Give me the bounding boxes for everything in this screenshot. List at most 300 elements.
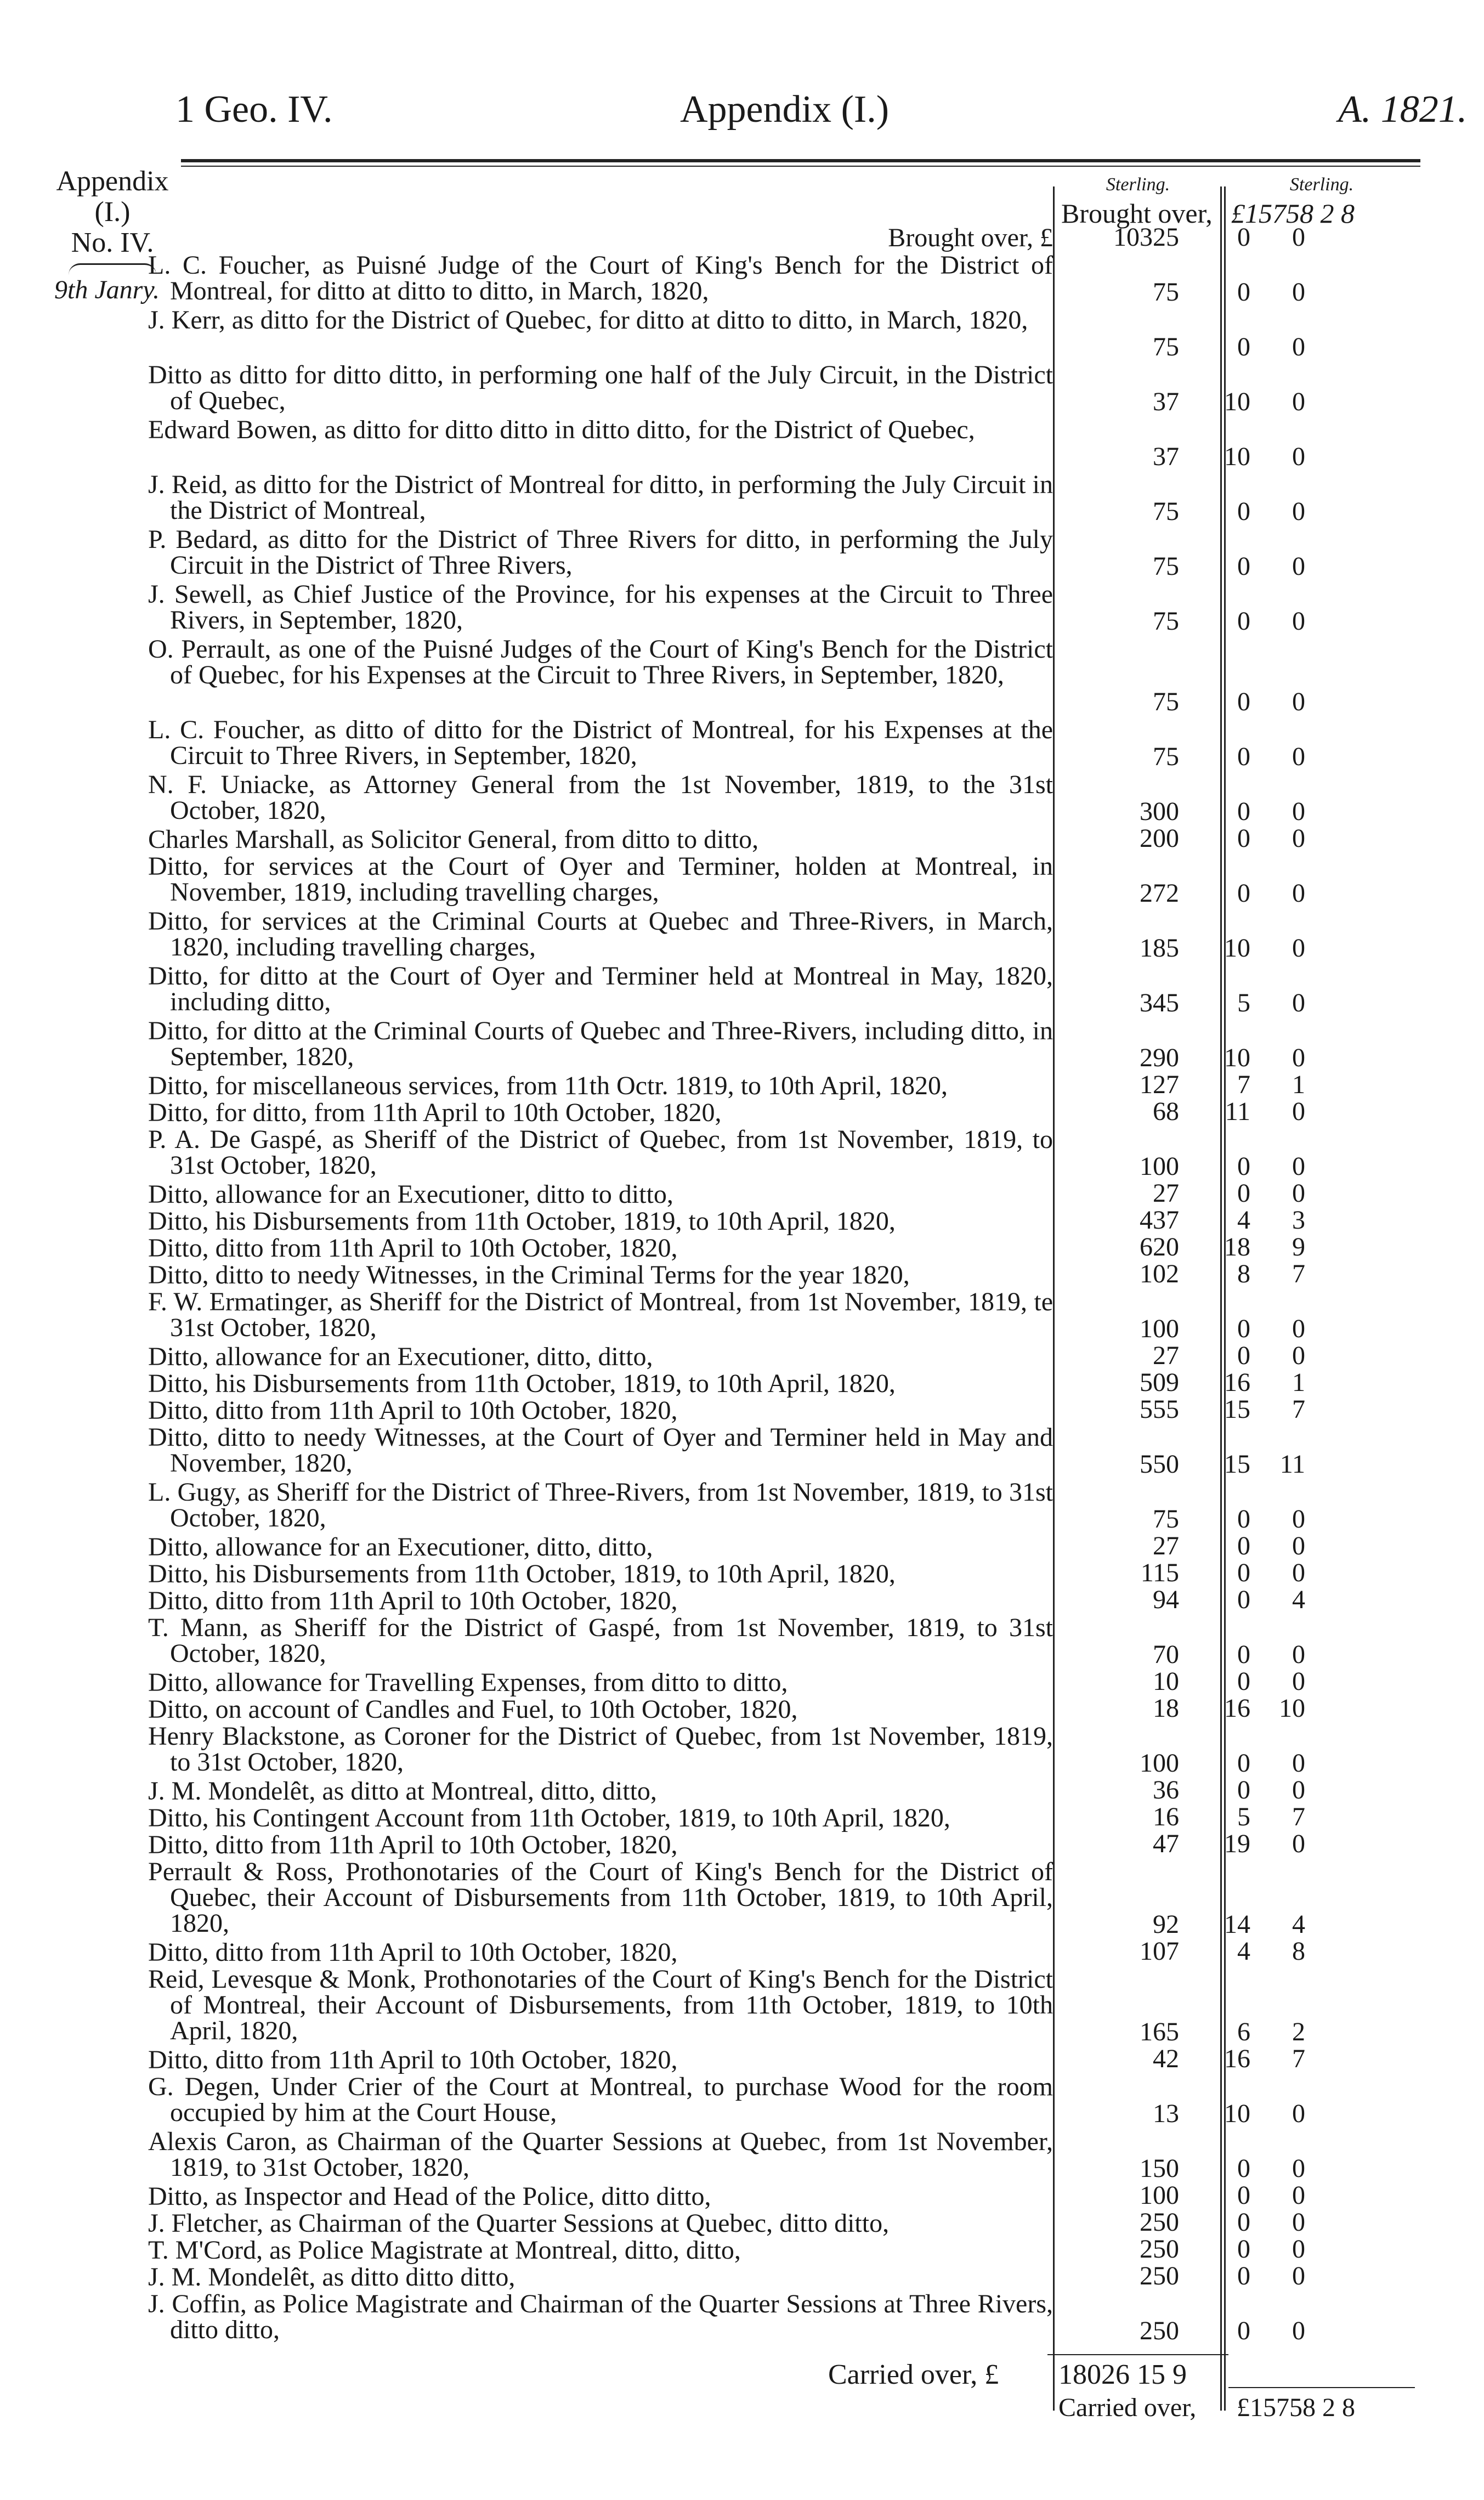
ledger-row — [148, 1097, 1475, 1127]
row-text: Charles Marshall, as Solicitor General, from ditto to ditto, — [148, 825, 759, 854]
row-amount — [1053, 1072, 1360, 1100]
ledger-row — [148, 472, 1475, 527]
header-title: Appendix (I.) — [680, 88, 890, 131]
amount-pounds: 290 — [1140, 1043, 1179, 1072]
row-amount — [1053, 1181, 1360, 1208]
amount-pounds: 16 — [1153, 1802, 1179, 1831]
row-amount — [1053, 1397, 1360, 1424]
amount-shillings: 0 — [1237, 824, 1250, 853]
amount-pounds: 27 — [1153, 1179, 1179, 1208]
ledger-row — [148, 963, 1475, 1018]
row-text: Ditto, ditto from 11th April to 10th October, 1820, — [148, 1938, 678, 1967]
amount-pounds: 75 — [1153, 687, 1179, 716]
row-amount — [1053, 1939, 1360, 1966]
row-text: Edward Bowen, as ditto for ditto ditto in ditto ditto, for the District of Quebec, — [148, 415, 975, 444]
row-description — [148, 1723, 1053, 1775]
row-description — [148, 2210, 1053, 2236]
row-amount — [1053, 332, 1360, 362]
row-amount — [1053, 1343, 1360, 1371]
amount-shillings: 0 — [1237, 552, 1250, 581]
row-description — [148, 2047, 1053, 2073]
amount-pence: 0 — [1292, 607, 1305, 636]
row-amount — [1053, 1751, 1360, 1778]
amount-pence: 0 — [1292, 1829, 1305, 1858]
amount-pence: 0 — [1292, 332, 1305, 361]
amount-pounds: 36 — [1153, 1775, 1179, 1805]
row-description — [148, 1018, 1053, 1070]
amount-shillings: 0 — [1237, 1314, 1250, 1343]
ledger-row — [148, 2074, 1475, 2129]
ledger-row — [148, 1070, 1475, 1100]
row-description — [148, 1966, 1053, 2044]
amount-pounds: 272 — [1140, 879, 1179, 908]
row-amount — [1053, 1099, 1360, 1127]
row-amount — [1053, 2237, 1360, 2264]
amount-shillings: 0 — [1237, 1152, 1250, 1181]
amount-pence: 0 — [1292, 1531, 1305, 1560]
row-text: Ditto, on account of Candles and Fuel, to 10th October, 1820, — [148, 1695, 798, 1724]
amount-shillings: 0 — [1237, 1640, 1250, 1669]
amount-pounds: 18 — [1153, 1694, 1179, 1723]
amount-pounds: 27 — [1153, 1531, 1179, 1560]
amount-pounds: 250 — [1140, 2208, 1179, 2237]
row-text: G. Degen, Under Crier of the Court at Montreal, to purchase Wood for the room occupied by him at the Court House, — [148, 2072, 1053, 2127]
amount-pounds: 27 — [1153, 1341, 1179, 1370]
margin-bracket — [69, 263, 156, 275]
row-text: Ditto, for ditto, from 11th April to 10th October, 1820, — [148, 1098, 722, 1127]
row-text: Ditto as ditto for ditto ditto, in performing one half of the July Circuit, in the District of Quebec, — [148, 360, 1053, 415]
column-head-2: Sterling. — [1289, 174, 1354, 195]
row-amount — [1053, 1831, 1360, 1859]
row-text: P. A. De Gaspé, as Sheriff of the District of Quebec, from 1st November, 1819, to 31st October, 1820, — [148, 1125, 1053, 1180]
amount-shillings: 0 — [1237, 879, 1250, 908]
row-description — [148, 1778, 1053, 1804]
row-description — [148, 2264, 1053, 2290]
amount-pence: 0 — [1292, 2099, 1305, 2128]
row-description — [148, 1371, 1053, 1396]
row-text: Ditto, allowance for an Executioner, ditto, ditto, — [148, 1532, 653, 1562]
amount-shillings: 0 — [1237, 2181, 1250, 2210]
row-amount — [1053, 1154, 1360, 1181]
row-amount — [1053, 826, 1360, 853]
row-text: J. M. Mondelêt, as ditto ditto ditto, — [148, 2263, 516, 2292]
amount-pence: 0 — [1292, 2261, 1305, 2290]
amount-pounds: 10325 — [1113, 223, 1179, 252]
amount-shillings: 0 — [1237, 607, 1250, 636]
row-text: Ditto, for ditto at the Court of Oyer and Terminer held at Montreal in May, 1820, including ditto, — [148, 961, 1053, 1016]
row-description — [148, 853, 1053, 905]
ledger-row — [148, 1341, 1475, 1371]
amount-pounds: 550 — [1140, 1450, 1179, 1479]
amount-shillings: 0 — [1237, 2316, 1250, 2345]
amount-pence: 0 — [1292, 1152, 1305, 1181]
amount-pence: 0 — [1292, 1179, 1305, 1208]
amount-shillings: 4 — [1237, 1937, 1250, 1966]
row-text: P. Bedard, as ditto for the District of Three Rivers for ditto, in performing the July Circuit in the District of Three Rivers, — [148, 525, 1053, 580]
amount-pence: 0 — [1292, 1341, 1305, 1370]
amount-pence: 7 — [1292, 1802, 1305, 1831]
row-text: J. Kerr, as ditto for the District of Quebec, for ditto at ditto to ditto, in March, 1820, — [148, 306, 1028, 335]
ledger-row — [148, 307, 1475, 362]
row-description — [148, 963, 1053, 1015]
row-amount — [1053, 2046, 1360, 2074]
row-amount — [1053, 444, 1360, 472]
margin-appendix: Appendix — [56, 166, 169, 197]
row-amount — [1053, 2017, 1360, 2047]
ledger-row — [148, 1395, 1475, 1425]
row-amount — [1053, 1802, 1360, 1832]
amount-shillings: 14 — [1224, 1910, 1250, 1939]
amount-shillings: 8 — [1237, 1259, 1250, 1288]
ledger-row — [148, 362, 1475, 417]
amount-pounds: 437 — [1140, 1206, 1179, 1235]
ledger-row — [148, 2291, 1475, 2346]
row-amount — [1053, 2210, 1360, 2237]
ledger-row — [148, 1531, 1475, 1562]
amount-pence: 10 — [1279, 1694, 1305, 1723]
row-text: Ditto, ditto to needy Witnesses, in the Criminal Terms for the year 1820, — [148, 1260, 910, 1289]
amount-pence: 9 — [1292, 1232, 1305, 1262]
row-description — [148, 1424, 1053, 1476]
row-amount — [1053, 609, 1360, 636]
amount-shillings: 0 — [1237, 2154, 1250, 2183]
ledger-row — [148, 1696, 1475, 1723]
ledger-row — [148, 1208, 1475, 1235]
row-amount — [1053, 1531, 1360, 1561]
amount-shillings: 0 — [1237, 1585, 1250, 1614]
amount-pence: 0 — [1292, 1558, 1305, 1587]
row-text: Ditto, for miscellaneous services, from 11th Octr. 1819, to 10th April, 1820, — [148, 1071, 948, 1100]
ledger-row — [148, 824, 1475, 854]
header-rule — [181, 159, 1420, 162]
margin-number: No. IV. — [71, 227, 154, 258]
amount-pence: 0 — [1292, 988, 1305, 1017]
total-rule — [1047, 2354, 1228, 2355]
amount-shillings: 0 — [1237, 1775, 1250, 1805]
carried-over-col1-amount: 18026 15 9 — [1058, 2359, 1187, 2390]
ledger-row — [148, 581, 1475, 636]
row-text: Reid, Levesque & Monk, Prothonotaries of the Court of King's Bench for the District of Montreal, their Account of Disbursements, from 11th October, 1819, to 10th April, 1820, — [148, 1965, 1053, 2045]
brought-over-amount — [1053, 225, 1360, 252]
row-description — [148, 2237, 1053, 2263]
row-amount — [1053, 936, 1360, 963]
amount-pence: 1 — [1292, 1368, 1305, 1397]
amount-shillings: 15 — [1224, 1395, 1250, 1424]
amount-pounds: 620 — [1140, 1232, 1179, 1262]
amount-pounds: 115 — [1140, 1558, 1179, 1587]
row-description — [148, 1859, 1053, 1936]
header-year: A. 1821. — [1338, 88, 1468, 131]
ledger-row — [148, 1859, 1475, 1939]
ledger-row — [148, 1939, 1475, 1966]
amount-pounds: 200 — [1140, 824, 1179, 853]
amount-pence: 0 — [1292, 1504, 1305, 1534]
row-description — [148, 1289, 1053, 1341]
ledger-row — [148, 1127, 1475, 1181]
ledger-row — [148, 1368, 1475, 1398]
row-description — [148, 1398, 1053, 1423]
amount-pounds: 100 — [1140, 1749, 1179, 1778]
row-description — [148, 417, 1053, 443]
amount-pounds: 94 — [1153, 1585, 1179, 1614]
amount-pounds: 250 — [1140, 2261, 1179, 2290]
row-description — [148, 1100, 1053, 1125]
ledger-row — [148, 853, 1475, 908]
amount-pounds: 127 — [1140, 1070, 1179, 1099]
row-description — [148, 1670, 1053, 1695]
amount-shillings: 16 — [1224, 2044, 1250, 2073]
row-text: Ditto, ditto from 11th April to 10th October, 1820, — [148, 1396, 678, 1425]
amount-shillings: 0 — [1237, 2208, 1250, 2237]
row-text: J. Reid, as ditto for the District of Montreal for ditto, in performing the July Circuit in the District of Montreal, — [148, 470, 1053, 525]
ledger-row — [148, 1615, 1475, 1670]
amount-pounds: 509 — [1140, 1368, 1179, 1397]
row-description — [148, 1073, 1053, 1099]
row-amount — [1053, 1912, 1360, 1939]
amount-pounds: 75 — [1153, 607, 1179, 636]
row-description — [148, 2291, 1053, 2343]
row-text: Ditto, allowance for Travelling Expenses, from ditto to ditto, — [148, 1668, 788, 1697]
row-text: Ditto, ditto from 11th April to 10th October, 1820, — [148, 1234, 678, 1263]
amount-pence: 0 — [1292, 2316, 1305, 2345]
row-description — [148, 1235, 1053, 1261]
amount-pence: 0 — [1292, 934, 1305, 963]
row-amount — [1053, 1560, 1360, 1588]
amount-pounds: 75 — [1153, 1504, 1179, 1534]
row-text: Ditto, ditto to needy Witnesses, at the Court of Oyer and Terminer held in May and November, 1820, — [148, 1423, 1053, 1478]
margin-date: 9th Janry. — [54, 275, 160, 304]
row-text: Ditto, his Contingent Account from 11th October, 1819, to 10th April, 1820, — [148, 1803, 950, 1832]
row-text: T. Mann, as Sheriff for the District of Gaspé, from 1st November, 1819, to 31st October, 1820, — [148, 1613, 1053, 1668]
amount-shillings: 0 — [1237, 797, 1250, 826]
row-text: L. C. Foucher, as Puisné Judge of the Court of King's Bench for the District of Montreal, for ditto at ditto to ditto, in March, 1820, — [148, 251, 1053, 306]
ledger-row — [148, 2237, 1475, 2264]
row-text: J. Fletcher, as Chairman of the Quarter Sessions at Quebec, ditto ditto, — [148, 2209, 890, 2238]
amount-pence: 0 — [1292, 879, 1305, 908]
row-text: Ditto, ditto from 11th April to 10th October, 1820, — [148, 1830, 678, 1859]
row-description — [148, 1588, 1053, 1614]
amount-pence: 11 — [1279, 1450, 1305, 1479]
brought-over-col-label: Brought over, — [1061, 198, 1213, 229]
amount-pounds: 300 — [1140, 797, 1179, 826]
amount-shillings: 0 — [1237, 278, 1250, 307]
header-rule-thin — [181, 166, 1420, 167]
row-description — [148, 1832, 1053, 1858]
amount-pence: 4 — [1292, 1910, 1305, 1939]
amount-pounds: 100 — [1140, 2181, 1179, 2210]
row-amount — [1053, 2183, 1360, 2210]
row-description — [148, 1208, 1053, 1234]
row-text: O. Perrault, as one of the Puisné Judges of the Court of King's Bench for the District of Quebec, for his Expenses at the Circuit to Three Rivers, in September, 1820, — [148, 635, 1053, 689]
amount-shillings: 0 — [1237, 223, 1250, 252]
row-amount — [1053, 1696, 1360, 1723]
row-amount — [1053, 1642, 1360, 1670]
row-text: Alexis Caron, as Chairman of the Quarter Sessions at Quebec, from 1st November, 1819, to 31st October, 1820, — [148, 2127, 1053, 2182]
ledger-row — [148, 1667, 1475, 1697]
amount-pence: 0 — [1292, 223, 1305, 252]
ledger-row — [148, 1018, 1475, 1073]
amount-shillings: 10 — [1224, 1043, 1250, 1072]
amount-pence: 0 — [1292, 1640, 1305, 1669]
amount-pence: 0 — [1292, 552, 1305, 581]
row-text: Ditto, ditto from 11th April to 10th October, 1820, — [148, 1586, 678, 1615]
amount-shillings: 16 — [1224, 1368, 1250, 1397]
amount-pence: 0 — [1292, 2181, 1305, 2210]
ledger-row — [148, 1802, 1475, 1832]
amount-pence: 0 — [1292, 1667, 1305, 1696]
ledger-row — [148, 1966, 1475, 2047]
amount-pounds: 37 — [1153, 442, 1179, 471]
row-text: L. Gugy, as Sheriff for the District of Three-Rivers, from 1st November, 1819, to 31st October, 1820, — [148, 1478, 1053, 1532]
amount-pounds: 250 — [1140, 2316, 1179, 2345]
row-description — [148, 636, 1053, 688]
row-text: Ditto, allowance for an Executioner, ditto, ditto, — [148, 1342, 653, 1371]
row-amount — [1053, 1775, 1360, 1805]
row-text: J. M. Mondelêt, as ditto at Montreal, ditto, ditto, — [148, 1777, 657, 1806]
row-description — [148, 772, 1053, 823]
carried-rule — [1228, 2387, 1415, 2388]
ledger-row — [148, 1558, 1475, 1588]
ledger-row — [148, 2181, 1475, 2211]
amount-shillings: 0 — [1237, 2235, 1250, 2264]
row-description — [148, 908, 1053, 960]
ledger-row — [148, 1829, 1475, 1859]
row-description — [148, 2074, 1053, 2125]
row-amount — [1053, 744, 1360, 772]
row-text: Ditto, for services at the Court of Oyer and Terminer, holden at Montreal, in November, 1819, including travelling charges, — [148, 852, 1053, 907]
row-text: Henry Blackstone, as Coroner for the District of Quebec, from 1st November, 1819, to 31st October, 1820, — [148, 1722, 1053, 1777]
amount-shillings: 10 — [1224, 934, 1250, 963]
amount-pence: 7 — [1292, 1395, 1305, 1424]
ledger-row — [148, 1479, 1475, 1534]
amount-shillings: 0 — [1237, 1558, 1250, 1587]
header-session: 1 Geo. IV. — [175, 88, 333, 131]
row-amount — [1053, 1587, 1360, 1615]
amount-pounds: 345 — [1140, 988, 1179, 1017]
row-amount — [1053, 2101, 1360, 2129]
amount-pounds: 10 — [1153, 1667, 1179, 1696]
row-amount — [1053, 1208, 1360, 1235]
amount-pence: 0 — [1292, 687, 1305, 716]
amount-shillings: 10 — [1224, 2099, 1250, 2128]
ledger-row — [148, 908, 1475, 963]
amount-pounds: 102 — [1140, 1259, 1179, 1288]
amount-pence: 0 — [1292, 1775, 1305, 1805]
row-amount — [1053, 1504, 1360, 1534]
amount-pence: 0 — [1292, 1097, 1305, 1126]
carried-over-col2-amount: £15758 2 8 — [1237, 2393, 1355, 2422]
ledger-row — [148, 1181, 1475, 1208]
row-description — [148, 1696, 1053, 1722]
amount-pence: 0 — [1292, 742, 1305, 771]
row-text: T. M'Cord, as Police Magistrate at Montreal, ditto, ditto, — [148, 2236, 741, 2265]
amount-pounds: 68 — [1153, 1097, 1179, 1126]
row-text: Perrault & Ross, Prothonotaries of the Court of King's Bench for the District of Quebec, their Account of Disbursements from 11th October, 1819, to 10th April, 1820, — [148, 1857, 1053, 1938]
amount-shillings: 6 — [1237, 2017, 1250, 2046]
amount-shillings: 4 — [1237, 1206, 1250, 1235]
amount-pounds: 70 — [1153, 1640, 1179, 1669]
amount-shillings: 10 — [1224, 442, 1250, 471]
row-text: L. C. Foucher, as ditto of ditto for the District of Montreal, for his Expenses at the Circuit to Three Rivers, in September, 1820, — [148, 715, 1053, 770]
amount-pounds: 107 — [1140, 1937, 1179, 1966]
carried-over-label: Carried over, £ — [828, 2359, 999, 2390]
amount-pounds: 75 — [1153, 278, 1179, 307]
row-amount — [1053, 280, 1360, 307]
row-text: Ditto, ditto from 11th April to 10th October, 1820, — [148, 2045, 678, 2074]
row-amount — [1053, 499, 1360, 527]
ledger-row — [148, 1585, 1475, 1615]
amount-pence: 3 — [1292, 1206, 1305, 1235]
amount-shillings: 0 — [1237, 1531, 1250, 1560]
amount-pounds: 13 — [1153, 2099, 1179, 2128]
row-amount — [1053, 881, 1360, 908]
row-amount — [1053, 1259, 1360, 1289]
row-text: F. W. Ermatinger, as Sheriff for the District of Montreal, from 1st November, 1819, te 31st October, 1820, — [148, 1287, 1053, 1342]
amount-shillings: 16 — [1224, 1694, 1250, 1723]
amount-pence: 0 — [1292, 797, 1305, 826]
row-text: J. Sewell, as Chief Justice of the Province, for his expenses at the Circuit to Three Rivers, in September, 1820, — [148, 580, 1053, 635]
amount-shillings: 11 — [1225, 1097, 1250, 1126]
row-description — [148, 527, 1053, 578]
ledger-row — [148, 2044, 1475, 2074]
row-description — [148, 1344, 1053, 1370]
amount-pounds: 92 — [1153, 1910, 1179, 1939]
amount-pounds: 185 — [1140, 934, 1179, 963]
row-text: Ditto, for ditto at the Criminal Courts of Quebec and Three-Rivers, including ditto, in September, 1820, — [148, 1016, 1053, 1071]
amount-shillings: 0 — [1237, 2261, 1250, 2290]
row-amount — [1053, 1370, 1360, 1398]
amount-pence: 0 — [1292, 442, 1305, 471]
amount-shillings: 0 — [1237, 497, 1250, 526]
amount-pounds: 250 — [1140, 2235, 1179, 2264]
amount-pence: 0 — [1292, 278, 1305, 307]
row-text: J. Coffin, as Police Magistrate and Chairman of the Quarter Sessions at Three Rivers, ditto ditto, — [148, 2289, 1053, 2344]
row-description — [148, 581, 1053, 633]
amount-shillings: 0 — [1237, 1749, 1250, 1778]
row-amount — [1053, 1232, 1360, 1262]
row-description — [148, 1127, 1053, 1178]
amount-shillings: 0 — [1237, 1504, 1250, 1534]
amount-pounds: 150 — [1140, 2154, 1179, 2183]
row-amount — [1053, 2261, 1360, 2291]
amount-pence: 7 — [1292, 2044, 1305, 2073]
row-amount — [1053, 689, 1360, 717]
row-text: Ditto, for services at the Criminal Courts at Quebec and Three-Rivers, in March, 1820, including travelling charges, — [148, 907, 1053, 961]
amount-shillings: 0 — [1237, 1667, 1250, 1696]
ledger-row — [148, 1289, 1475, 1344]
amount-pounds: 42 — [1153, 2044, 1179, 2073]
row-description — [148, 2184, 1053, 2209]
amount-pence: 8 — [1292, 1937, 1305, 1966]
brought-over-row — [148, 219, 1475, 252]
row-description — [148, 472, 1053, 523]
brought-over-label: Brought over, £ — [888, 223, 1053, 252]
amount-pence: 1 — [1292, 1070, 1305, 1099]
amount-pounds: 165 — [1140, 2017, 1179, 2046]
ledger-row — [148, 2129, 1475, 2184]
amount-pence: 0 — [1292, 1314, 1305, 1343]
amount-shillings: 0 — [1237, 1341, 1250, 1370]
amount-pence: 0 — [1292, 497, 1305, 526]
ledger-row — [148, 252, 1475, 307]
amount-pounds: 37 — [1153, 387, 1179, 416]
row-description — [148, 362, 1053, 414]
ledger-row — [148, 772, 1475, 827]
row-amount — [1053, 2318, 1360, 2346]
amount-pence: 2 — [1292, 2017, 1305, 2046]
ledger-row — [148, 1232, 1475, 1263]
amount-pence: 0 — [1292, 1043, 1305, 1072]
